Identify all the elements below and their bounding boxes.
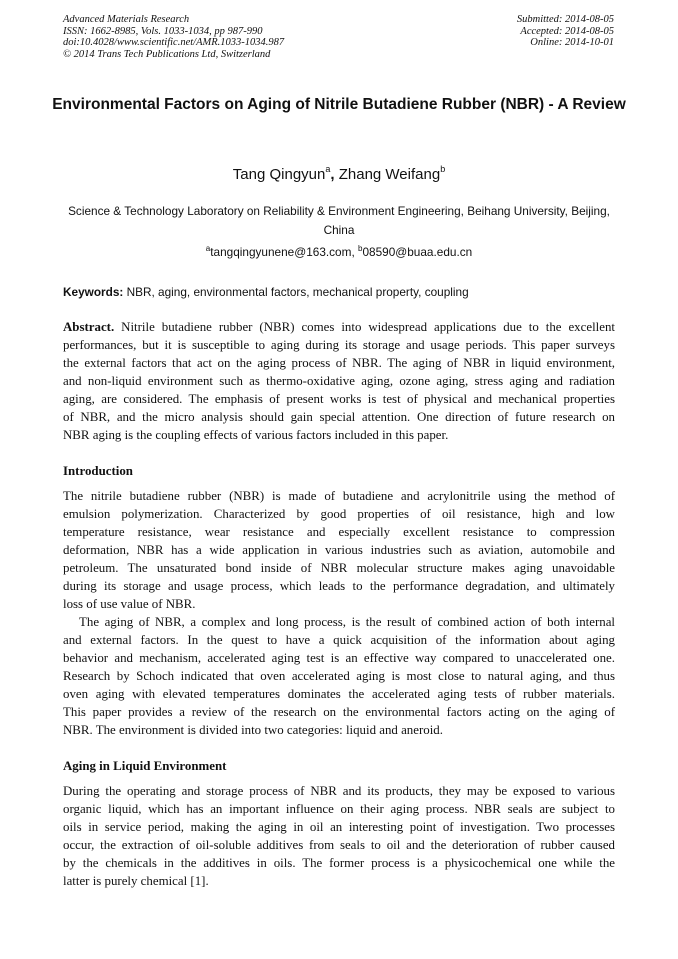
email-a[interactable]: tangqingyunene@163.com: [210, 245, 352, 259]
text-line: temperature resistance, wear resistance and especially excellent resistance to compression: [63, 525, 615, 539]
text-line: emulsion polymerization. Characterized by good properties of oil resistance, high and low: [63, 507, 615, 521]
text-line: organic liquid, which has an important influence on their aging process. NBR seals are subject to: [63, 802, 615, 816]
author-2-affil-mark: b: [440, 164, 446, 174]
abstract-line: performances, but it is susceptible to aging during its storage and usage periods. This paper surveys: [63, 338, 615, 352]
author-1: Tang Qingyun: [232, 166, 326, 183]
email-b-mark: b: [358, 244, 363, 253]
submitted-date: Submitted: 2014-08-05: [516, 14, 614, 25]
paper-title: Environmental Factors on Aging of Nitrile Butadiene Rubber (NBR) - A Review: [52, 96, 626, 113]
text-line: The nitrile butadiene rubber (NBR) is made of butadiene and acrylonitrile using the method of: [63, 489, 615, 503]
journal-header-left: [63, 14, 284, 60]
abstract-line: [63, 318, 615, 336]
text-line: occur, the extraction of oil-soluble additives from seals to oil and the deterioration of rubber caused: [63, 838, 615, 852]
email-a-mark: a: [205, 244, 211, 253]
text-line: behavior and mechanism, accelerated aging test is an effective way compared to unaccelerated one.: [63, 651, 615, 665]
section-heading-liquid-environment: Aging in Liquid Environment: [63, 759, 227, 773]
abstract-line: the external factors that act on the aging process of NBR. The aging of NBR in liquid environment,: [63, 356, 615, 370]
text-line: loss of use value of NBR.: [63, 597, 196, 611]
author-1-affil-mark: a: [325, 164, 331, 174]
abstract-line-text: Nitrile butadiene rubber (NBR) comes into widespread applications due to the excellent: [121, 320, 615, 334]
text-line: Research by Schoch indicated that oven accelerated aging is most close to natural aging, and thus: [63, 669, 615, 683]
author-2: Zhang Weifang: [338, 166, 441, 183]
text-line: oven aging with elevated temperatures dominates the accelerated aging tests of rubber materials.: [63, 687, 615, 701]
introduction-paragraph-1: [63, 487, 615, 613]
section-heading-introduction: Introduction: [63, 464, 133, 478]
abstract-line: aging, are considered. The emphasis of present works is test of physical and mechanical properties: [63, 392, 615, 406]
online-date: Online: 2014-10-01: [530, 37, 614, 48]
text-line: deformation, NBR has a wide application in various industries such as aviation, automobile and: [63, 543, 615, 557]
text-line: during its storage and usage process, which leads to the performance degradation, and ultimately: [63, 579, 615, 593]
affiliation: Science & Technology Laboratory on Reliability & Environment Engineering, Beihang University, Beijing, China: [68, 204, 610, 237]
abstract: [63, 318, 615, 444]
abstract-label: Abstract.: [63, 320, 115, 334]
liquid-paragraph-1: [63, 782, 615, 890]
journal-name: Advanced Materials Research: [63, 14, 190, 25]
text-line: This paper provides a review of the research on the environmental factors acting on the aging of: [63, 705, 615, 719]
text-line: by the chemicals in the additives in oils. The former process is a physicochemical one while the: [63, 856, 615, 870]
abstract-line: of NBR, and the micro analysis should gain special attention. One direction of future research on: [63, 410, 615, 424]
text-line: NBR. The environment is divided into two categories: liquid and aneroid.: [63, 723, 443, 737]
copyright-line: © 2014 Trans Tech Publications Ltd, Switzerland: [63, 48, 271, 60]
abstract-line: NBR aging is the coupling effects of various factors included in this paper.: [63, 428, 449, 442]
text-line: oils in service period, making the aging in oil an interesting point of investigation. Two processes: [63, 820, 615, 834]
keywords-text: NBR, aging, environmental factors, mechanical property, coupling: [126, 285, 469, 299]
journal-header-right: [517, 14, 614, 49]
email-separator: ,: [351, 245, 359, 259]
text-line: During the operating and storage process of NBR and its products, they may be exposed to various: [63, 784, 615, 798]
text-line: and external factors. In the quest to have a quick acquisition of the information about aging: [63, 633, 615, 647]
accepted-date: Accepted: 2014-08-05: [520, 25, 614, 37]
email-b[interactable]: 08590@buaa.edu.cn: [362, 245, 473, 259]
author-list: [40, 165, 638, 185]
issn-line: ISSN: 1662-8985, Vols. 1033-1034, pp 987-990: [63, 25, 263, 37]
author-separator: ,: [330, 166, 339, 183]
introduction-paragraph-2: [63, 613, 615, 739]
text-line: latter is purely chemical [1].: [63, 874, 209, 888]
abstract-line: and non-liquid environment such as thermo-oxidative aging, ozone aging, stress aging and radiation: [63, 374, 615, 388]
text-line: petroleum. The unsaturated bond inside of NBR molecular structure makes aging unavoidable: [63, 561, 615, 575]
keywords-label: Keywords:: [63, 285, 124, 299]
text-line: The aging of NBR, a complex and long process, is the result of combined action of both internal: [79, 615, 615, 629]
keywords: [63, 284, 615, 300]
author-emails: [40, 244, 638, 260]
doi-line: doi:10.4028/www.scientific.net/AMR.1033-1034.987: [63, 37, 285, 48]
